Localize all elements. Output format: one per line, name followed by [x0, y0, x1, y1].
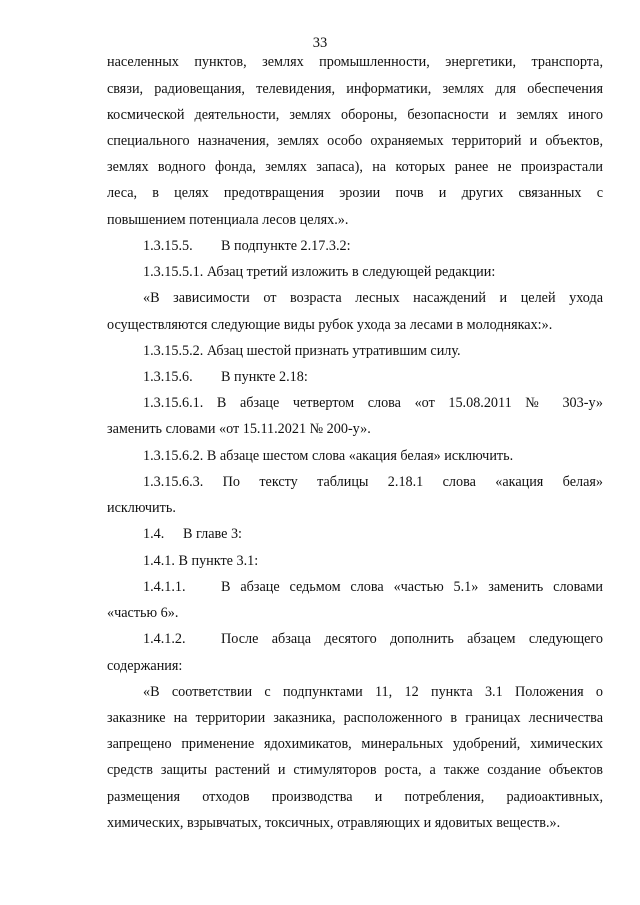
text-line: повышением потенциала лесов целях.».	[107, 212, 349, 228]
text-line: размещения отходов производства и потребления, радиоактивных,	[107, 789, 603, 805]
text-line: заменить словами «от 15.11.2021 № 200-у».	[107, 421, 371, 437]
clause-text: В подпункте 2.17.3.2:	[221, 238, 351, 254]
text-line: осуществляются следующие виды рубок ухода за лесами в молодняках:».	[107, 317, 553, 333]
text-line: специального назначения, землях особо охраняемых территорий и объектов,	[107, 133, 603, 149]
text-line: 1.3.15.6.1. В абзаце четвертом слова «от 15.08.2011 № 303-у»	[143, 395, 603, 411]
clause-heading	[143, 630, 603, 648]
text-line: химических, взрывчатых, токсичных, отравляющих и ядовитых веществ.».	[107, 815, 561, 831]
text-line: заказнике на территории заказника, расположенного в границах лесничества	[107, 710, 603, 726]
text-line: 1.3.15.6.2. В абзаце шестом слова «акация белая» исключить.	[143, 448, 514, 464]
text-line: землях водного фонда, землях запаса), на которых ранее не произрастали	[107, 159, 603, 175]
clause-number: 1.4.	[143, 526, 165, 542]
text-line: «В соответствии с подпунктами 11, 12 пункта 3.1 Положения о	[143, 684, 603, 700]
text-line: 1.3.15.6.3. По тексту таблицы 2.18.1 слова «акация белая»	[143, 474, 603, 490]
clause-text: В пункте 2.18:	[221, 369, 308, 385]
text-line: 1.3.15.5.1. Абзац третий изложить в следующей редакции:	[143, 264, 496, 280]
text-line: населенных пунктов, землях промышленности, энергетики, транспорта,	[107, 54, 603, 70]
clause-text: В главе 3:	[183, 526, 242, 542]
clause-number: 1.4.1.1.	[143, 579, 186, 595]
clause-heading	[143, 237, 603, 255]
text-line: 1.4.1. В пункте 3.1:	[143, 553, 259, 569]
text-line: средств защиты растений и стимуляторов роста, а также создание объектов	[107, 762, 603, 778]
text-line: 1.3.15.5.2. Абзац шестой признать утратившим силу.	[143, 343, 461, 359]
text-line: «частью 6».	[107, 605, 179, 621]
clause-text: В абзаце седьмом слова «частью 5.1» заменить словами	[221, 579, 603, 595]
clause-text: После абзаца десятого дополнить абзацем следующего	[221, 631, 603, 647]
text-line: связи, радиовещания, телевидения, информатики, землях для обеспечения	[107, 81, 603, 97]
text-line: исключить.	[107, 500, 176, 516]
text-line: содержания:	[107, 658, 183, 674]
text-line: «В зависимости от возраста лесных насаждений и целей ухода	[143, 290, 603, 306]
text-line: запрещено применение ядохимикатов, минеральных удобрений, химических	[107, 736, 603, 752]
text-line: космической деятельности, землях обороны, безопасности и землях иного	[107, 107, 603, 123]
clause-number: 1.3.15.5.	[143, 238, 193, 254]
clause-heading	[143, 368, 603, 386]
page-number: 33	[312, 35, 328, 51]
clause-number: 1.4.1.2.	[143, 631, 186, 647]
clause-heading	[143, 525, 603, 543]
clause-number: 1.3.15.6.	[143, 369, 193, 385]
text-line: леса, в целях предотвращения эрозии почв и других связанных с	[107, 185, 603, 201]
clause-heading	[143, 578, 603, 596]
